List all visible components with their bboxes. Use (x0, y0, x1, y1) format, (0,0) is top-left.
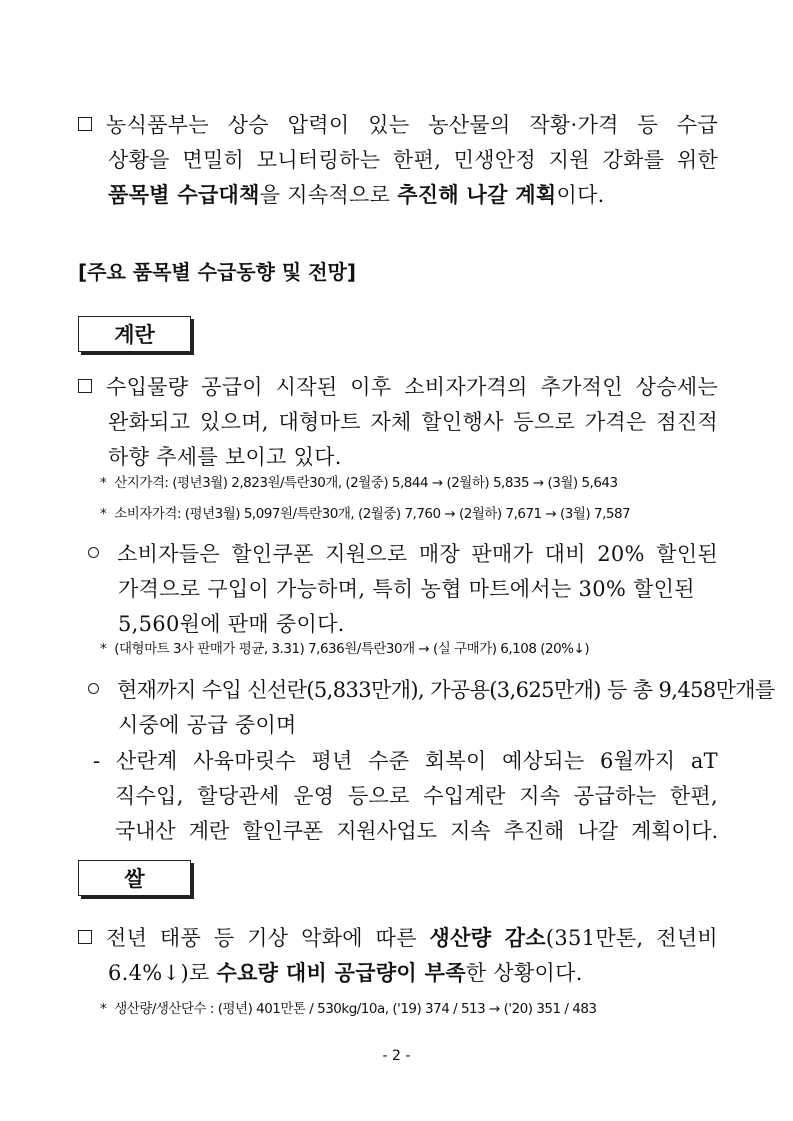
rice-paragraph-1: 전년 태풍 등 기상 악화에 따른 생산량 감소(351만톤, 전년비 6.4%↓)로 수요량 대비 공급량이 부족한 상황이다. (78, 921, 718, 991)
egg-note-consumer-price: * 소비자가격: (평년3월) 5,097원/특란30개, (2월중) 7,760 → (2월하) 7,671 → (3월) 7,587 (100, 506, 631, 522)
egg-paragraph-2: 소비자들은 할인쿠폰 지원으로 매장 판매가 대비 20% 할인된 가격으로 구입이 가능하며, 특히 농협 마트에서는 30% 할인된 5,560원에 판매 중이다. (88, 537, 718, 642)
egg-paragraph-1: 수입물량 공급이 시작된 이후 소비자가격의 추가적인 상승세는 완화되고 있으며, 대형마트 자체 할인행사 등으로 가격은 점진적 하향 추세를 보이고 있다. (78, 370, 718, 475)
section-heading: [주요 품목별 수급동향 및 전망] (78, 260, 356, 284)
page-number: - 2 - (382, 1048, 411, 1064)
circle-bullet-icon (88, 683, 99, 694)
square-bullet-icon (78, 379, 92, 393)
intro-paragraph: 농식품부는 상승 압력이 있는 농산물의 작황·가격 등 수급 상황을 면밀히 모니터링하는 한편, 민생안정 지원 강화를 위한 품목별 수급대책을 지속적으로 추진해 나갈 계획이다. (78, 108, 718, 213)
circle-bullet-icon (88, 547, 99, 558)
egg-note-farm-price: * 산지가격: (평년3월) 2,823원/특란30개, (2월중) 5,844 → (2월하) 5,835 → (3월) 5,643 (100, 475, 618, 491)
egg-paragraph-4: - 산란계 사육마릿수 평년 수준 회복이 예상되는 6월까지 aT 직수입, 할당관세 운영 등으로 수입계란 지속 공급하는 한편, 국내산 계란 할인쿠폰 지원사업도 지속 추진해 나갈 계획이다. (93, 749, 718, 843)
square-bullet-icon (78, 117, 92, 131)
egg-tag: 계란 (78, 316, 191, 352)
rice-note-production: * 생산량/생산단수 : (평년) 401만톤 / 530kg/10a, ('19) 374 / 513 → ('20) 351 / 483 (100, 1001, 597, 1017)
egg-paragraph-3: 현재까지 수입 신선란(5,833만개), 가공용(3,625만개) 등 총 9,458만개를 시중에 공급 중이며 (88, 673, 718, 743)
square-bullet-icon (78, 930, 92, 944)
rice-tag: 쌀 (78, 860, 191, 896)
egg-note-mart-price: * (대형마트 3사 판매가 평균, 3.31) 7,636원/특란30개 → (실 구매가) 6,108 (20%↓) (100, 641, 590, 657)
